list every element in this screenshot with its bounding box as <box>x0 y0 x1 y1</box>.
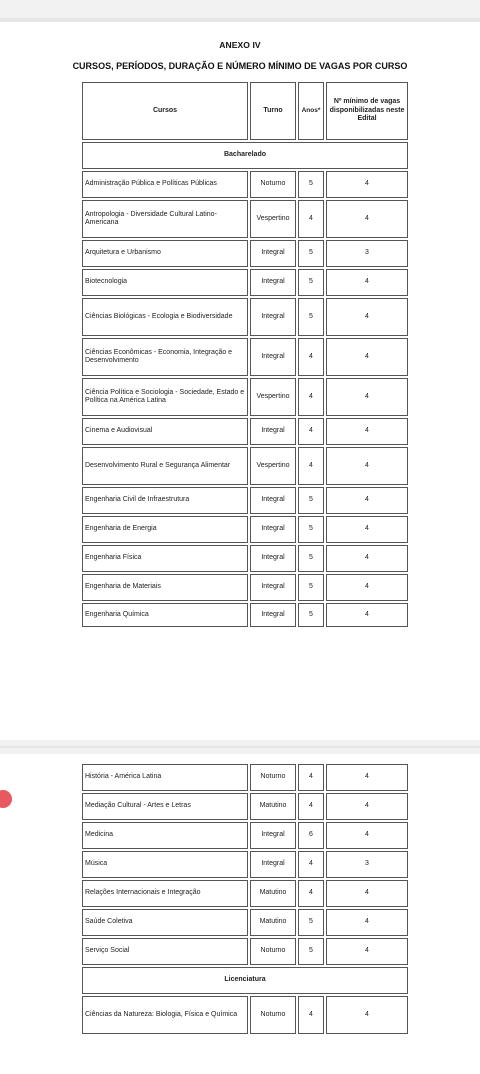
cell-turno: Matutino <box>250 909 296 936</box>
cell-curso: História - América Latina <box>82 764 248 791</box>
courses-table <box>80 80 410 629</box>
cell-anos: 4 <box>298 338 324 376</box>
cell-anos: 5 <box>298 574 324 601</box>
cell-vagas: 4 <box>326 378 408 416</box>
cell-curso: Desenvolvimento Rural e Segurança Alimentar <box>82 447 248 485</box>
section-licenciatura: Licenciatura <box>82 967 408 994</box>
cell-turno: Integral <box>250 298 296 336</box>
document-subtitle: CURSOS, PERÍODOS, DURAÇÃO E NÚMERO MÍNIMO DE VAGAS POR CURSO <box>72 61 408 71</box>
cell-vagas: 3 <box>326 240 408 267</box>
cell-curso: Engenharia de Energia <box>82 516 248 543</box>
cell-curso: Serviço Social <box>82 938 248 965</box>
annex-title: ANEXO IV <box>219 40 261 50</box>
cell-curso: Mediação Cultural - Artes e Letras <box>82 793 248 820</box>
cell-curso: Ciências Econômicas - Economia, Integração e Desenvolvimento <box>82 338 248 376</box>
cell-turno: Integral <box>250 603 296 627</box>
cell-turno: Noturno <box>250 996 296 1034</box>
table-row <box>82 200 408 238</box>
table-row <box>82 996 408 1034</box>
cell-anos: 5 <box>298 298 324 336</box>
cell-anos: 4 <box>298 764 324 791</box>
section-row-bacharelado <box>82 142 408 169</box>
cell-curso: Ciência Política e Sociologia - Sociedade, Estado e Política na América Latina <box>82 378 248 416</box>
table-row <box>82 793 408 820</box>
cell-turno: Integral <box>250 269 296 296</box>
table-row <box>82 909 408 936</box>
table-row <box>82 298 408 336</box>
table-row <box>82 171 408 198</box>
section-row-licenciatura <box>82 967 408 994</box>
cell-anos: 4 <box>298 200 324 238</box>
cell-curso: Engenharia de Materiais <box>82 574 248 601</box>
cell-anos: 4 <box>298 851 324 878</box>
cell-anos: 5 <box>298 545 324 572</box>
table-row <box>82 603 408 627</box>
cell-curso: Relações Internacionais e Integração <box>82 880 248 907</box>
cell-anos: 5 <box>298 938 324 965</box>
cell-vagas: 4 <box>326 996 408 1034</box>
table-row <box>82 516 408 543</box>
cell-curso: Medicina <box>82 822 248 849</box>
cell-curso: Saúde Coletiva <box>82 909 248 936</box>
page-separator <box>0 746 480 748</box>
cell-anos: 5 <box>298 240 324 267</box>
cell-vagas: 4 <box>326 171 408 198</box>
cell-anos: 4 <box>298 793 324 820</box>
table-row <box>82 487 408 514</box>
cell-turno: Vespertino <box>250 200 296 238</box>
cell-anos: 6 <box>298 822 324 849</box>
cell-curso: Música <box>82 851 248 878</box>
cell-turno: Integral <box>250 545 296 572</box>
cell-vagas: 3 <box>326 851 408 878</box>
cell-curso: Ciências Biológicas - Ecologia e Biodiversidade <box>82 298 248 336</box>
cell-turno: Integral <box>250 240 296 267</box>
cell-curso: Biotecnologia <box>82 269 248 296</box>
cell-vagas: 4 <box>326 545 408 572</box>
cell-anos: 4 <box>298 880 324 907</box>
viewer-top-bar <box>0 0 480 22</box>
cell-anos: 5 <box>298 171 324 198</box>
table-row <box>82 880 408 907</box>
table-row <box>82 574 408 601</box>
cell-vagas: 4 <box>326 338 408 376</box>
table-row <box>82 378 408 416</box>
cell-turno: Vespertino <box>250 447 296 485</box>
cell-turno: Matutino <box>250 793 296 820</box>
cell-turno: Matutino <box>250 880 296 907</box>
cell-vagas: 4 <box>326 447 408 485</box>
cell-turno: Noturno <box>250 938 296 965</box>
table-row <box>82 418 408 445</box>
cell-turno: Noturno <box>250 764 296 791</box>
cell-anos: 4 <box>298 418 324 445</box>
cell-turno: Integral <box>250 851 296 878</box>
document-page-2 <box>0 754 480 1074</box>
cell-turno: Integral <box>250 338 296 376</box>
table-row <box>82 240 408 267</box>
header-cursos: Cursos <box>82 82 248 140</box>
cell-curso: Administração Pública e Políticas Públicas <box>82 171 248 198</box>
cell-turno: Integral <box>250 418 296 445</box>
cell-vagas: 4 <box>326 880 408 907</box>
cell-vagas: 4 <box>326 574 408 601</box>
cell-anos: 5 <box>298 909 324 936</box>
cell-turno: Integral <box>250 516 296 543</box>
cell-turno: Integral <box>250 822 296 849</box>
cell-vagas: 4 <box>326 200 408 238</box>
section-bacharelado: Bacharelado <box>82 142 408 169</box>
cell-vagas: 4 <box>326 938 408 965</box>
cell-vagas: 4 <box>326 487 408 514</box>
cell-turno: Integral <box>250 574 296 601</box>
cell-anos: 4 <box>298 447 324 485</box>
cell-anos: 4 <box>298 378 324 416</box>
cell-anos: 5 <box>298 269 324 296</box>
cell-curso: Engenharia Química <box>82 603 248 627</box>
table-row <box>82 338 408 376</box>
cell-vagas: 4 <box>326 298 408 336</box>
cell-curso: Ciências da Natureza: Biologia, Física e Química <box>82 996 248 1034</box>
cell-turno: Noturno <box>250 171 296 198</box>
cell-anos: 5 <box>298 516 324 543</box>
cell-vagas: 4 <box>326 603 408 627</box>
cell-vagas: 4 <box>326 793 408 820</box>
table-header-row <box>82 82 408 140</box>
table-row <box>82 938 408 965</box>
courses-table-continued <box>80 762 410 1036</box>
cell-turno: Integral <box>250 487 296 514</box>
header-turno: Turno <box>250 82 296 140</box>
header-anos: Anos* <box>298 82 324 140</box>
table-row <box>82 447 408 485</box>
table-row <box>82 851 408 878</box>
cell-anos: 4 <box>298 996 324 1034</box>
cell-curso: Antropologia - Diversidade Cultural Latino-Americana <box>82 200 248 238</box>
cell-turno: Vespertino <box>250 378 296 416</box>
table-row <box>82 545 408 572</box>
cell-vagas: 4 <box>326 909 408 936</box>
cell-curso: Arquitetura e Urbanismo <box>82 240 248 267</box>
cell-curso: Engenharia Civil de Infraestrutura <box>82 487 248 514</box>
table-row <box>82 822 408 849</box>
page-gap <box>0 740 480 754</box>
cell-anos: 5 <box>298 487 324 514</box>
table-row <box>82 269 408 296</box>
cell-anos: 5 <box>298 603 324 627</box>
table-row <box>82 764 408 791</box>
cell-curso: Engenharia Física <box>82 545 248 572</box>
cell-vagas: 4 <box>326 764 408 791</box>
cell-vagas: 4 <box>326 516 408 543</box>
cell-vagas: 4 <box>326 822 408 849</box>
cell-vagas: 4 <box>326 269 408 296</box>
document-page-1 <box>0 22 480 674</box>
cell-curso: Cinema e Audiovisual <box>82 418 248 445</box>
header-vagas: Nº mínimo de vagas disponibilizadas neste Edital <box>326 82 408 140</box>
cell-vagas: 4 <box>326 418 408 445</box>
